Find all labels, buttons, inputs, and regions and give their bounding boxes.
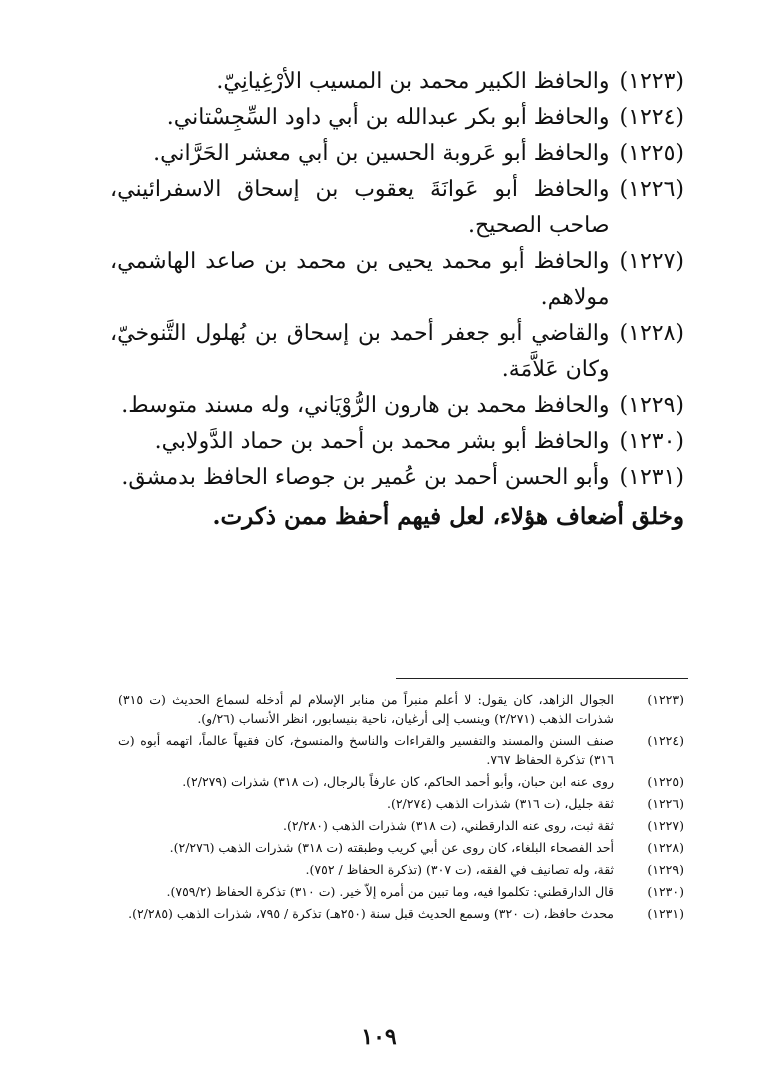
entry-1226 bbox=[110, 172, 684, 244]
footnote-1229 bbox=[118, 860, 684, 879]
entry-text: والحافظ الكبير محمد بن المسيب الأرْغِيانِيّ. bbox=[216, 69, 610, 94]
entry-text: والقاضي أبو جعفر أحمد بن إسحاق بن بُهلول التَّنوخيّ، وكان عَلاَّمَة. bbox=[110, 321, 610, 382]
footnote-number: (١٢٣٠) bbox=[647, 884, 684, 899]
entry-text: والحافظ أبو بكر عبدالله بن أبي داود السِّجِسْتاني. bbox=[166, 105, 610, 130]
closing-sentence: وخلق أضعاف هؤلاء، لعل فيهم أحفظ ممن ذكرت. bbox=[212, 503, 684, 530]
footnote-1227 bbox=[118, 816, 684, 835]
footnote-1223 bbox=[118, 690, 684, 728]
footnote-text: الجوال الزاهد، كان يقول: لا أعلم منبراً من منابر الإسلام لم أدخله لسماع الحديث (ت ٣١٥) شذرات الذهب (٢/٢٧١) وينسب إلى أرغيان، ناحية بنيسابور، انظر الأنساب (٢٦/و). bbox=[118, 692, 614, 726]
footnote-1228 bbox=[118, 838, 684, 857]
entry-number: (١٢٣١) bbox=[619, 465, 684, 490]
entry-text: والحافظ أبو عَروبة الحسين بن أبي معشر الحَرَّاني. bbox=[153, 141, 610, 166]
entry-number: (١٢٢٦) bbox=[619, 177, 684, 202]
entry-1230 bbox=[110, 424, 684, 460]
entry-number: (١٢٢٤) bbox=[619, 105, 684, 130]
entry-number: (١٢٢٥) bbox=[619, 141, 684, 166]
footnote-text: ثقة ثبت، روى عنه الدارقطني، (ت ٣١٨) شذرات الذهب (٢/٢٨٠). bbox=[283, 818, 614, 833]
footnote-1231 bbox=[118, 904, 684, 923]
entry-text: والحافظ محمد بن هارون الرُّوْيَاني، وله مسند متوسط. bbox=[121, 393, 610, 418]
entry-1229 bbox=[110, 388, 684, 424]
footnote-1230 bbox=[118, 882, 684, 901]
footnote-text: روى عنه ابن حبان، وأبو أحمد الحاكم، كان عارفاً بالرجال، (ت ٣١٨) شذرات (٢/٢٧٩). bbox=[182, 774, 614, 789]
footnote-number: (١٢٢٩) bbox=[647, 862, 684, 877]
footnote-separator bbox=[396, 678, 688, 679]
footnote-text: محدث حافظ، (ت ٣٢٠) وسمع الحديث قبل سنة (٢٥٠هـ) تذكرة / ٧٩٥، شذرات الذهب (٢/٢٨٥). bbox=[128, 906, 614, 921]
entry-1227 bbox=[110, 244, 684, 316]
entry-number: (١٢٢٩) bbox=[619, 393, 684, 418]
footnote-1225 bbox=[118, 772, 684, 791]
footnote-number: (١٢٢٥) bbox=[647, 774, 684, 789]
entry-text: والحافظ أبو عَوانَةَ يعقوب بن إسحاق الاسفرائيني، صاحب الصحيح. bbox=[110, 177, 610, 238]
footnote-number: (١٢٣١) bbox=[647, 906, 684, 921]
entry-number: (١٢٣٠) bbox=[619, 429, 684, 454]
footnote-text: قال الدارقطني: تكلموا فيه، وما تبين من أمره إلاّ خير. (ت ٣١٠) تذكرة الحفاظ (٧٥٩/٢). bbox=[166, 884, 614, 899]
footnote-text: ثقة، وله تصانيف في الفقه، (ت ٣٠٧) (تذكرة الحفاظ / ٧٥٢). bbox=[305, 862, 614, 877]
footnotes bbox=[118, 690, 684, 926]
entry-text: والحافظ أبو بشر محمد بن أحمد بن حماد الدَّولابي. bbox=[154, 429, 610, 454]
entry-1228 bbox=[110, 316, 684, 388]
entry-number: (١٢٢٣) bbox=[619, 69, 684, 94]
footnote-text: صنف السنن والمسند والتفسير والقراءات والناسخ والمنسوخ، كان فقيهاً عالماً، اتهمه أبوه (ت ٣١٦) تذكرة الحفاظ ٧٦٧. bbox=[118, 733, 614, 767]
page-number: ١٠٩ bbox=[361, 1024, 397, 1050]
footnote-text: أحد الفصحاء البلغاء، كان روى عن أبي كريب وطبقته (ت ٣١٨) شذرات الذهب (٢/٢٧٦). bbox=[169, 840, 614, 855]
footnote-1226 bbox=[118, 794, 684, 813]
main-text bbox=[110, 64, 684, 536]
footnote-1224 bbox=[118, 731, 684, 769]
footnote-number: (١٢٢٣) bbox=[647, 692, 684, 707]
entry-number: (١٢٢٧) bbox=[619, 249, 684, 274]
footnote-number: (١٢٢٦) bbox=[647, 796, 684, 811]
entry-1223 bbox=[110, 64, 684, 100]
entry-1225 bbox=[110, 136, 684, 172]
entry-text: والحافظ أبو محمد يحيى بن محمد بن صاعد الهاشمي، مولاهم. bbox=[110, 249, 610, 310]
footnote-number: (١٢٢٨) bbox=[647, 840, 684, 855]
entry-number: (١٢٢٨) bbox=[619, 321, 684, 346]
footnote-text: ثقة جليل، (ت ٣١٦) شذرات الذهب (٢/٢٧٤). bbox=[386, 796, 614, 811]
entry-text: وأبو الحسن أحمد بن عُمير بن جوصاء الحافظ بدمشق. bbox=[121, 465, 610, 490]
entry-1224 bbox=[110, 100, 684, 136]
entry-1231 bbox=[110, 460, 684, 496]
footnote-number: (١٢٢٤) bbox=[647, 733, 684, 748]
footnote-number: (١٢٢٧) bbox=[647, 818, 684, 833]
